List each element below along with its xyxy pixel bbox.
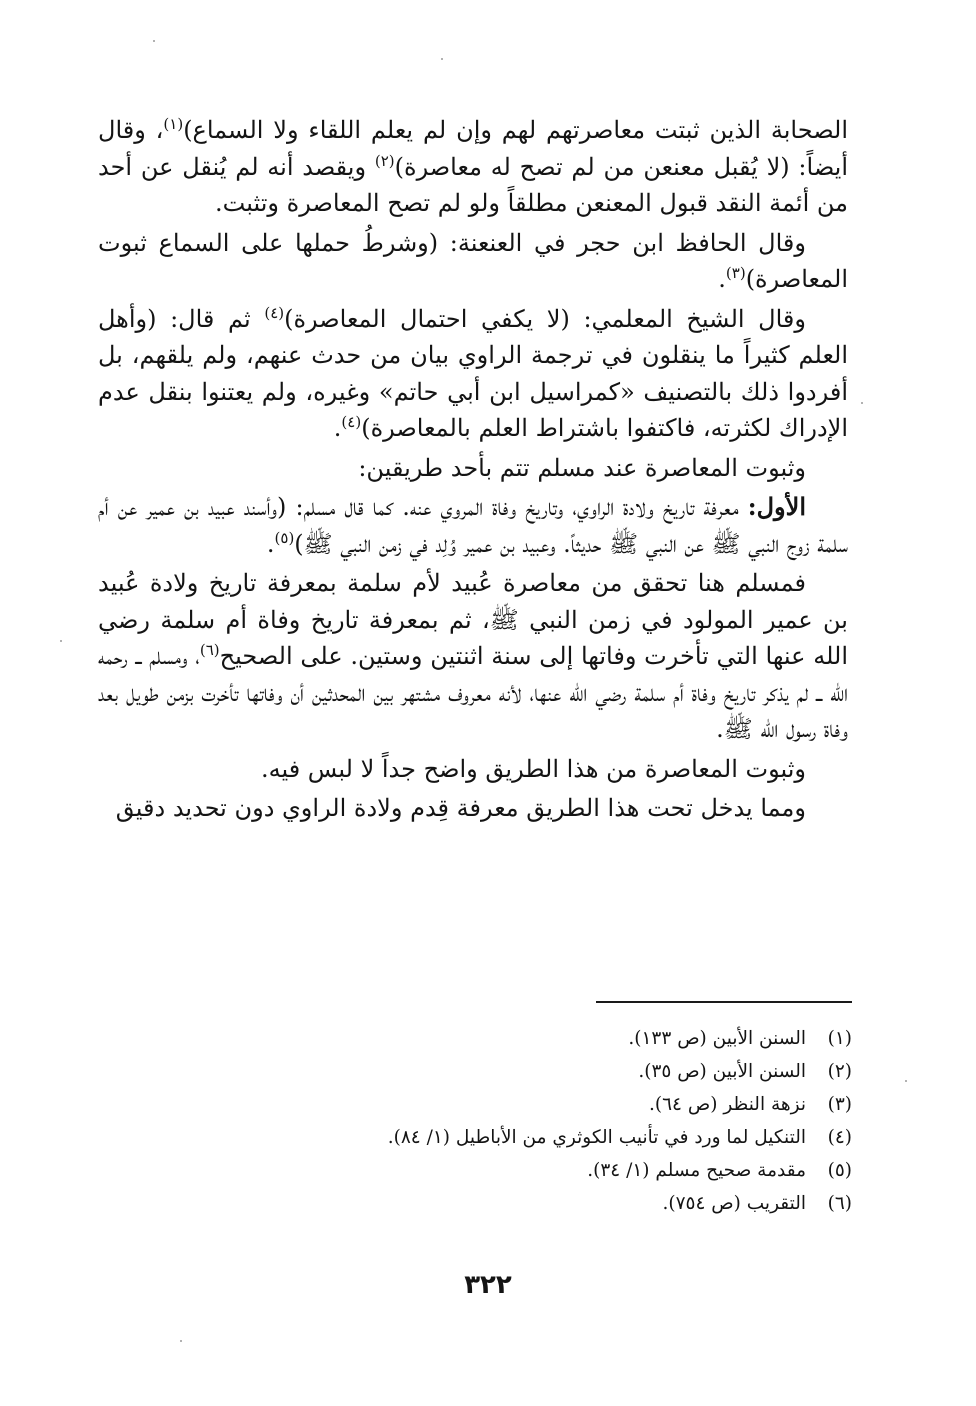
paragraph-text: ويقصد أنه لم يُنقل عن أحد من أئمة النقد قبول المعنعن مطلقاً ولو لم تصح المعاصرة وتثبت. [98,152,848,217]
paragraph-text: ثم قال: (وأهل العلم كثيراً ما ينقلون في ترجمة الراوي بيان من حدث عنهم، ولم يلقهم، بل أفردوا ذلك بالتصنيف «كمراسيل ابن أبي حاتم» وغيره، ولم يعتنوا بنقل عدم الإدراك لكثرته، فاكتفوا باشتراط العلم بالمعاصرة) [98,304,848,442]
footnote-text: السنن الأبين (ص ١٣٣). [628,1028,806,1049]
footnote-divider [596,1001,852,1003]
footnote [240,1088,852,1121]
paragraph-text: وقال الحافظ ابن حجر في العنعنة: (وشرطُ حملها على السماع ثبوت المعاصرة) [98,228,848,293]
scan-speck [861,402,863,404]
scan-speck [60,640,62,642]
paragraph [98,112,848,222]
footnote-text: التقريب (ص ٧٥٤). [662,1193,806,1214]
page-number: ٣٢٢ [464,1270,512,1300]
footnote-text: السنن الأبين (ص ٣٥). [638,1061,806,1082]
footnotes [240,1022,852,1220]
footnote [240,1022,852,1055]
paragraph [98,301,848,447]
paragraph [98,565,848,748]
paragraph [98,225,848,298]
paragraph-text: الصحابة الذين ثبتت معاصرتهم لهم وإن لم يعلم اللقاء ولا السماع) [183,116,849,144]
footnote-text: مقدمة صحيح مسلم (١/ ٣٤). [587,1160,806,1181]
footnote-ref: (٤) [341,413,362,431]
footnote-ref: (٣) [725,264,746,282]
footnote-number: (٣) [827,1094,852,1115]
paragraph-text: وثبوت المعاصرة من هذا الطريق واضح جداً لا لبس فيه. [260,754,806,783]
scan-speck [180,1340,182,1342]
footnote-ref: (٦) [199,641,220,659]
paragraph-text: وثبوت المعاصرة عند مسلم تتم بأحد طريقين: [358,453,806,482]
paragraph-text: فمسلم هنا تحقق من معاصرة عُبيد لأم سلمة بمعرفة تاريخ ولادة عُبيد بن عمير المولود في زمن النبي ﷺ، ثم بمعرفة تاريخ وفاة أم سلمة رضي الله عنها التي تأخرت وفاتها إلى سنة اثنتين وستين. على الصحيح [98,569,848,670]
footnote [240,1121,852,1154]
footnote [240,1187,852,1220]
paragraph-text: ومما يدخل تحت هذا الطريق معرفة قِدم ولادة الراوي دون تحديد دقيق [115,794,806,822]
paragraph-text: ، ومسلم ــ رحمه الله ــ لم يذكر تاريخ وفاة أم سلمة رضي الله عنها، لأنه معروف مشتهر بين المحدثين أن وفاتها تأخرت بزمن طويل بعد وفاة رسول الله ﷺ. [98,642,848,743]
footnote-ref: (٤) [264,303,285,322]
footnote-number: (٥) [827,1160,852,1181]
paragraph-text: ، وقال أيضاً: (لا يُقبل معنعن من لم تصح له معاصرة) [98,116,848,181]
paragraph-text: . [266,529,275,558]
scan-speck [905,1080,907,1082]
footnote [240,1055,852,1088]
footnote-number: (٢) [827,1061,852,1082]
footnote [240,1154,852,1187]
footnote-number: (٦) [827,1193,852,1214]
footnote-ref: (٢) [374,151,395,170]
paragraph-text: . [718,265,726,293]
paragraph [98,790,848,827]
paragraph-lead: الأول: [747,492,806,521]
footnote-text: التنكيل لما ورد في تأنيب الكوثري من الأباطيل (١/ ٨٤). [387,1127,806,1148]
main-text [98,112,848,830]
paragraph-text: معرفة تاريخ ولادة الراوي، وتاريخ وفاة المروي عنه. كما قال مسلم: (وأسند عبيد بن عمير عن أم سلمة زوج النبي ﷺ عن النبي ﷺ حديثاً. وعبيد بن عمير وُلِد في زمن النبي ﷺ) [98,493,848,558]
footnote-number: (٤) [827,1127,852,1148]
paragraph-text: . [333,414,342,442]
scan-speck [441,58,443,60]
scan-speck [153,40,155,42]
footnote-number: (١) [827,1028,852,1049]
footnote-ref: (٥) [274,528,295,547]
footnote-ref: (١) [163,115,184,133]
footnote-text: نزهة النظر (ص ٦٤). [649,1094,806,1115]
paragraph-text: وقال الشيخ المعلمي: (لا يكفي احتمال المعاصرة) [284,304,806,333]
paragraph [98,450,848,487]
paragraph [98,489,848,562]
paragraph [98,751,848,788]
